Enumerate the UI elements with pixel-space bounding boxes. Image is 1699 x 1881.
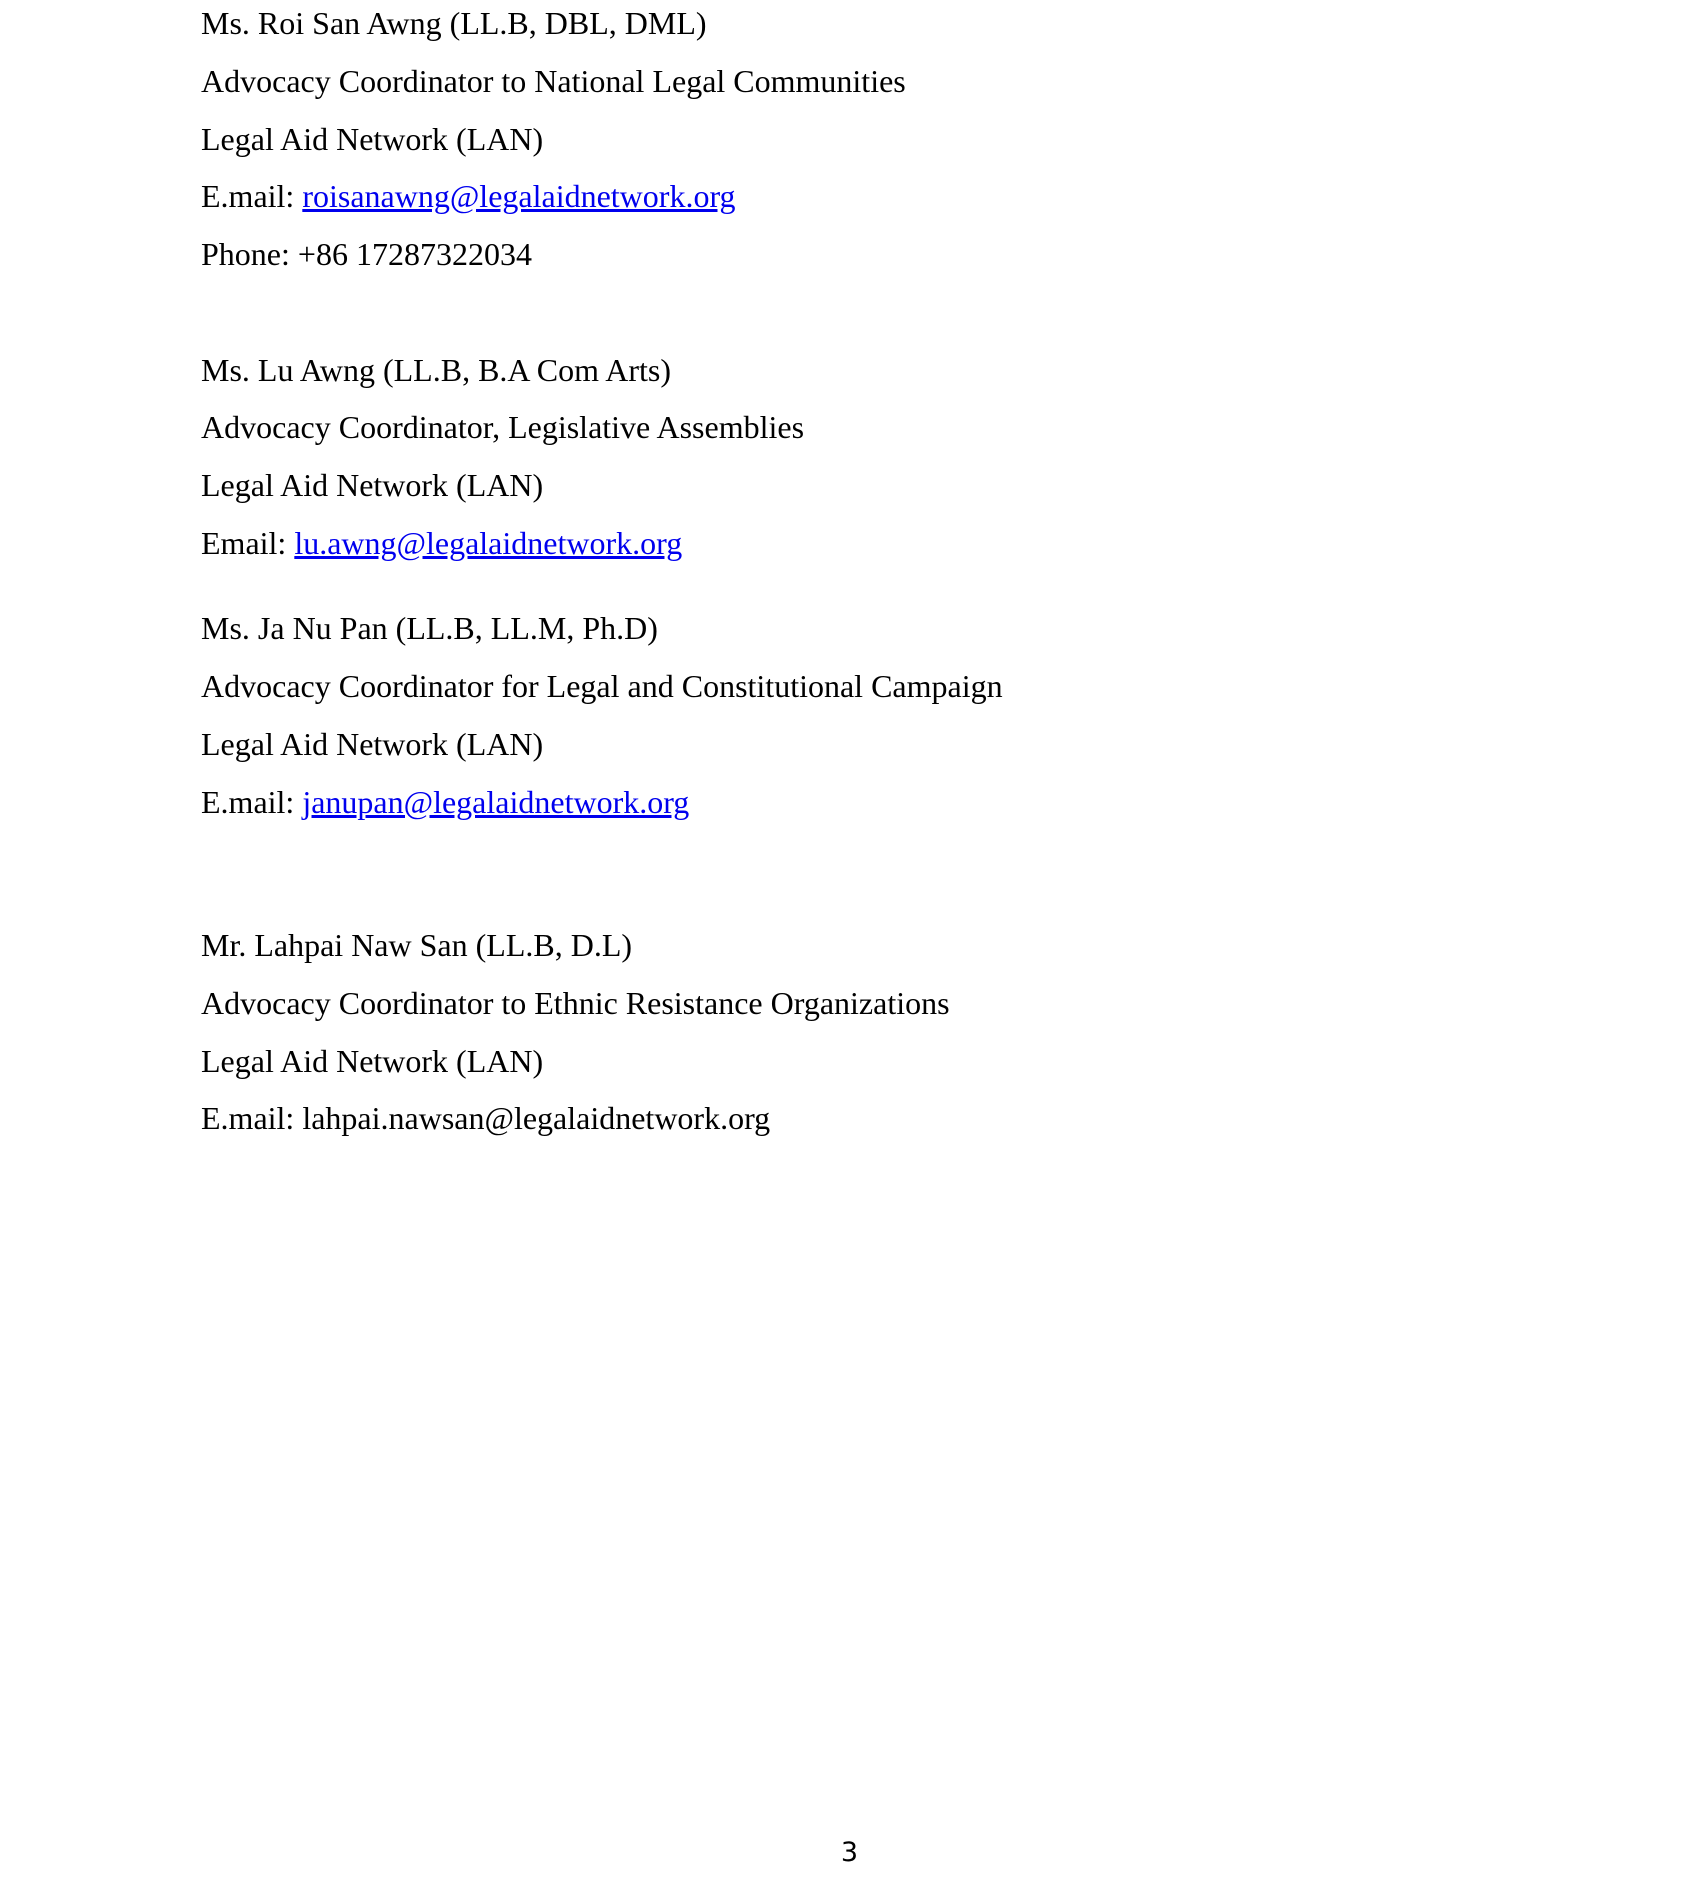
email-label: Email:: [201, 525, 295, 561]
page-number: 3: [840, 1837, 859, 1868]
contact-email-line: [201, 782, 689, 822]
contact-email-line: [201, 523, 682, 563]
contact-phone: Phone: +86 17287322034: [201, 236, 532, 272]
email-link[interactable]: roisanawng@legalaidnetwork.org: [302, 178, 736, 214]
contact-role: Advocacy Coordinator, Legislative Assemblies: [201, 409, 805, 445]
contact-org: Legal Aid Network (LAN): [201, 726, 544, 762]
contact-role: Advocacy Coordinator to Ethnic Resistance Organizations: [201, 985, 950, 1021]
email-link[interactable]: janupan@legalaidnetwork.org: [302, 784, 690, 820]
contact-name: Ms. Roi San Awng (LL.B, DBL, DML): [201, 5, 707, 41]
contact-email-line: [201, 176, 736, 216]
contact-org: Legal Aid Network (LAN): [201, 121, 544, 157]
email-label: E.mail:: [201, 178, 303, 214]
email-text: lahpai.nawsan@legalaidnetwork.org: [302, 1100, 771, 1136]
contact-role: Advocacy Coordinator to National Legal Communities: [201, 63, 906, 99]
contact-name: Ms. Lu Awng (LL.B, B.A Com Arts): [201, 352, 671, 388]
contact-org: Legal Aid Network (LAN): [201, 467, 544, 503]
contact-name: Mr. Lahpai Naw San (LL.B, D.L): [201, 927, 633, 963]
contact-role: Advocacy Coordinator for Legal and Constitutional Campaign: [201, 668, 1003, 704]
contact-email-line: [201, 1098, 770, 1138]
email-link[interactable]: lu.awng@legalaidnetwork.org: [294, 525, 683, 561]
contact-name: Ms. Ja Nu Pan (LL.B, LL.M, Ph.D): [201, 610, 658, 646]
contact-org: Legal Aid Network (LAN): [201, 1043, 544, 1079]
email-label: E.mail:: [201, 784, 303, 820]
email-label: E.mail:: [201, 1100, 303, 1136]
